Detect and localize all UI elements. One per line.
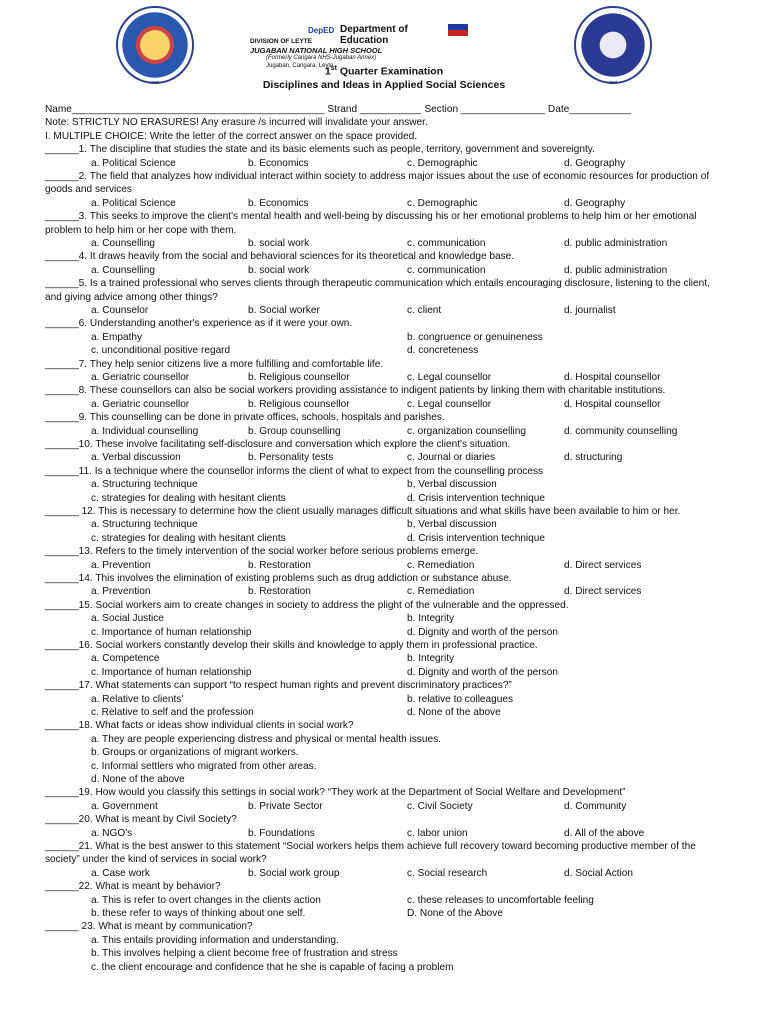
answer-option: d. concreteness [407,345,479,357]
answer-option: a. Geriatric counsellor [91,398,190,410]
question-text: ______ 23. What is meant by communication? [45,921,253,933]
option-row [45,371,715,384]
answer-option: c. Remediation [407,586,475,598]
option-row [45,492,715,505]
answer-option: c. Social research [407,867,488,879]
question-item [45,384,715,411]
answer-option: b. Foundations [248,827,315,839]
option-row [45,451,715,464]
answer-option: b. Religious counsellor [248,372,350,384]
question-text: ______6. Understanding another's experience as if it were your own. [45,318,353,330]
question-item [45,786,715,813]
question-item [45,438,715,465]
question-item [45,250,715,277]
option-row [45,304,715,317]
answer-option: b. Religious counsellor [248,398,350,410]
question-text: ______16. Social workers constantly develop their skills and knowledge to apply them in professional practice. [45,639,538,651]
answer-option: d. Crisis intervention technique [407,532,546,544]
answer-option: c. Informal settlers who migrated from other areas. [91,760,317,772]
answer-option: c. these releases to uncomfortable feeling [407,894,594,906]
answer-option: d. Community [564,800,627,812]
option-row [45,478,715,491]
answer-option: d. Dignity and worth of the person [407,626,558,638]
answer-option: c. client [407,305,442,317]
answer-option: a. Case work [91,867,150,879]
philippine-flag-icon [448,24,468,36]
question-text: ______21. What is the best answer to this statement “Social workers helps them achieve full recovery toward becoming productive member of the society” under the kind of services in social work? [45,840,696,866]
question-text: ______14. This involves the elimination of existing problems such as drug addiction or substance abuse. [45,572,512,584]
answer-option: a. Structuring technique [91,519,198,531]
note: Note: STRICTLY NO ERASURES! Any erasure /s incurred will invalidate your answer. [45,117,428,129]
answer-option: a. Verbal discussion [91,452,181,464]
section-title: I. MULTIPLE CHOICE: Write the letter of the correct answer on the space provided. [45,130,418,142]
school-former-name: (Formerly Carigara NHS-Jugaban Annex) [266,55,377,61]
answer-option: c. Civil Society [407,800,473,812]
answer-option: d. Hospital counsellor [564,372,661,384]
question-list [45,143,715,974]
question-item [45,170,715,210]
answer-option: b. Economics [248,157,309,169]
answer-option: c. Demographic [407,157,478,169]
answer-option: a. Relative to clients' [91,693,184,705]
answer-option: c. Legal counsellor [407,398,492,410]
answer-option: b. This involves helping a client become free of frustration and stress [91,948,398,960]
answer-option: a. Political Science [91,157,176,169]
question-text: ______4. It draws heavily from the social and behavioral sciences for its theoretical and knowledge base. [45,251,515,263]
answer-option: d. journalist [564,305,616,317]
answer-option: a. Structuring technique [91,479,198,491]
option-row [45,666,715,679]
question-text: ______2. The field that analyzes how individual interact within society to address major issues about the use of economic resources for production of goods and services [45,171,710,196]
question-text: ______3. This seeks to improve the client's mental health and well-being by discussing his or her emotional problems to help him or her emotional problem to help him or her cope with them. [45,211,697,236]
deped-logo: DepED [308,26,335,35]
option-row [45,827,715,840]
answer-option: d. Geography [564,157,626,169]
answer-option: d. None of the above [91,773,185,785]
answer-option: a. Empathy [91,331,143,343]
question-item [45,920,715,974]
option-row [45,237,715,250]
question-text: ______13. Refers to the timely intervention of the social worker before serious problems emerge. [45,546,479,558]
question-text: ______17. What statements can support “to respect human rights and prevent discriminatory practices?” [45,680,512,692]
question-item [45,545,715,572]
answer-option: a. Individual counselling [91,425,199,437]
answer-option: d. Direct services [564,586,642,598]
answer-option: b. these refer to ways of thinking about one self. [91,907,306,919]
answer-option: a. Prevention [91,586,151,598]
answer-option: a. This is refer to overt changes in the clients action [91,894,321,906]
question-text: ______19. How would you classify this settings in social work? “They work at the Department of Social Welfare and Development” [45,787,626,799]
school-seal-left: seal [116,6,194,84]
option-row [45,706,715,719]
answer-option: b. Private Sector [248,800,323,812]
answer-option: b. Integrity [407,653,455,665]
answer-option: d. Crisis intervention technique [407,492,546,504]
answer-option: c. communication [407,238,486,250]
question-item [45,411,715,438]
answer-option: d. Direct services [564,559,642,571]
question-item [45,639,715,679]
answer-option: a. Geriatric counsellor [91,372,190,384]
answer-option: c. Importance of human relationship [91,666,252,678]
option-row [45,907,715,920]
option-row [45,532,715,545]
answer-option: c. strategies for dealing with hesitant clients [91,492,286,504]
question-item [45,465,715,505]
answer-option: a. Counselling [91,238,155,250]
question-text: ______11. Is a technique where the counsellor informs the client of what to expect from the counselling process [45,465,544,477]
subject-title: Disciplines and Ideas in Applied Social Sciences [262,78,506,91]
option-row [45,612,715,625]
option-row [45,867,715,880]
answer-option: d. structuring [564,452,623,464]
option-row [45,157,715,170]
answer-option: a. NGO's [91,827,133,839]
answer-option: d. Dignity and worth of the person [407,666,558,678]
question-text: ______18. What facts or ideas show individual clients in social work? [45,720,354,732]
name-line: Name_____________________________________________ Strand ___________ Section _______________ Date___________ [45,104,631,115]
answer-option: c. organization counselling [407,425,526,437]
division-name: DIVISION OF LEYTE [250,38,313,45]
question-item [45,277,715,317]
answer-option: d. Hospital counsellor [564,398,661,410]
answer-option: b. congruence or genuineness [407,331,543,343]
answer-option: a. Social Justice [91,613,164,625]
question-item [45,679,715,719]
answer-option: b. Social work group [248,867,340,879]
answer-option: c. the client encourage and confidence that he she is capable of facing a problem [91,961,454,973]
question-item [45,719,715,786]
question-text: ______ 12. This is necessary to determine how the client usually manages difficult situations and what skills have been available to him or her. [45,505,681,517]
question-item [45,840,715,880]
question-item [45,143,715,170]
question-text: ______1. The discipline that studies the state and its basic elements such as people, territory, government and sovereignty. [45,144,595,156]
answer-option: c. Remediation [407,559,475,571]
answer-option: c. Journal or diaries [407,452,496,464]
question-text: ______7. They help senior citizens live a more fulfilling and comfortable life. [45,358,384,370]
answer-option: c. Relative to self and the profession [91,706,254,718]
question-text: ______10. These involve facilitating self-disclosure and conversation which explore the client's situation. [45,439,511,450]
exam-body [45,103,715,974]
option-row [45,331,715,344]
answer-option: d. None of the above [407,706,501,718]
answer-option: b. Integrity [407,613,455,625]
question-text: ______9. This counselling can be done in private offices, schools, hospitals and parishes. [45,412,445,424]
answer-option: c. Demographic [407,197,478,209]
answer-option: a. Competence [91,653,160,665]
answer-option: a. They are people experiencing distress and physical or mental health issues. [91,733,441,745]
answer-option: b. Restoration [248,559,311,571]
question-text: ______5. Is a trained professional who serves clients through therapeutic communication which entails encouraging disclosure, listening to the client, and giving advice among other things? [45,278,710,303]
answer-option: c. Importance of human relationship [91,626,252,638]
answer-option: d. public administration [564,264,668,276]
answer-option: a. Counselling [91,264,155,276]
answer-option: d. All of the above [564,827,645,839]
question-item [45,880,715,920]
answer-option: b. Groups or organizations of migrant workers. [91,747,299,759]
question-text: ______22. What is meant by behavior? [45,881,221,893]
answer-option: a. Prevention [91,559,151,571]
answer-option: c. unconditional positive regard [91,345,231,357]
answer-option: a. This entails providing information and understanding. [91,934,339,946]
school-name: JUGABAN NATIONAL HIGH SCHOOL [250,46,383,55]
answer-option: b. Group counselling [248,425,341,437]
answer-option: b. Economics [248,197,309,209]
option-row [45,344,715,357]
option-row [45,652,715,665]
option-row [45,559,715,572]
option-row [45,800,715,813]
answer-option: a. Government [91,800,158,812]
answer-option: b. social work [248,264,310,276]
option-row [45,518,715,531]
answer-option: d. public administration [564,238,668,250]
question-item [45,505,715,545]
answer-option: b. relative to colleagues [407,693,514,705]
option-row [45,197,715,210]
question-text: ______8. These counsellors can also be social workers providing assistance to indigent patients by linking them with charitable institutions. [45,385,666,397]
answer-option: D. None of the Above [407,907,503,919]
answer-option: d. community counselling [564,425,678,437]
answer-option: b, Verbal discussion [407,519,497,531]
answer-option: c. Legal counsellor [407,372,492,384]
department-name: Department of Education [340,24,408,46]
answer-option: c. communication [407,264,486,276]
exam-title-block [0,62,768,92]
school-address: Jugaban, Carigara, Leyte [266,63,334,69]
option-row [45,425,715,438]
question-item [45,572,715,599]
option-row [45,398,715,411]
answer-option: b. Personality tests [248,452,334,464]
question-item [45,813,715,840]
school-seal-right: seal [574,6,652,84]
answer-option: c. labor union [407,827,468,839]
question-text: ______20. What is meant by Civil Society? [45,814,237,826]
option-row [45,585,715,598]
answer-option: b. social work [248,238,310,250]
answer-option: b, Verbal discussion [407,479,497,491]
exam-title: 1st Quarter Examination [324,65,444,78]
question-item [45,599,715,639]
answer-option: d. Geography [564,197,626,209]
question-item [45,210,715,250]
question-text: ______15. Social workers aim to create changes in society to address the plight of the vulnerable and the oppressed. [45,599,569,611]
option-row [45,626,715,639]
option-row [45,693,715,706]
question-item [45,358,715,385]
option-row [45,264,715,277]
answer-option: c. strategies for dealing with hesitant clients [91,532,286,544]
answer-option: a. Political Science [91,197,176,209]
answer-option: b. Social worker [248,305,320,317]
answer-option: b. Restoration [248,586,311,598]
question-item [45,317,715,357]
answer-option: d. Social Action [564,867,634,879]
answer-option: a. Counselor [91,305,149,317]
option-row [45,894,715,907]
